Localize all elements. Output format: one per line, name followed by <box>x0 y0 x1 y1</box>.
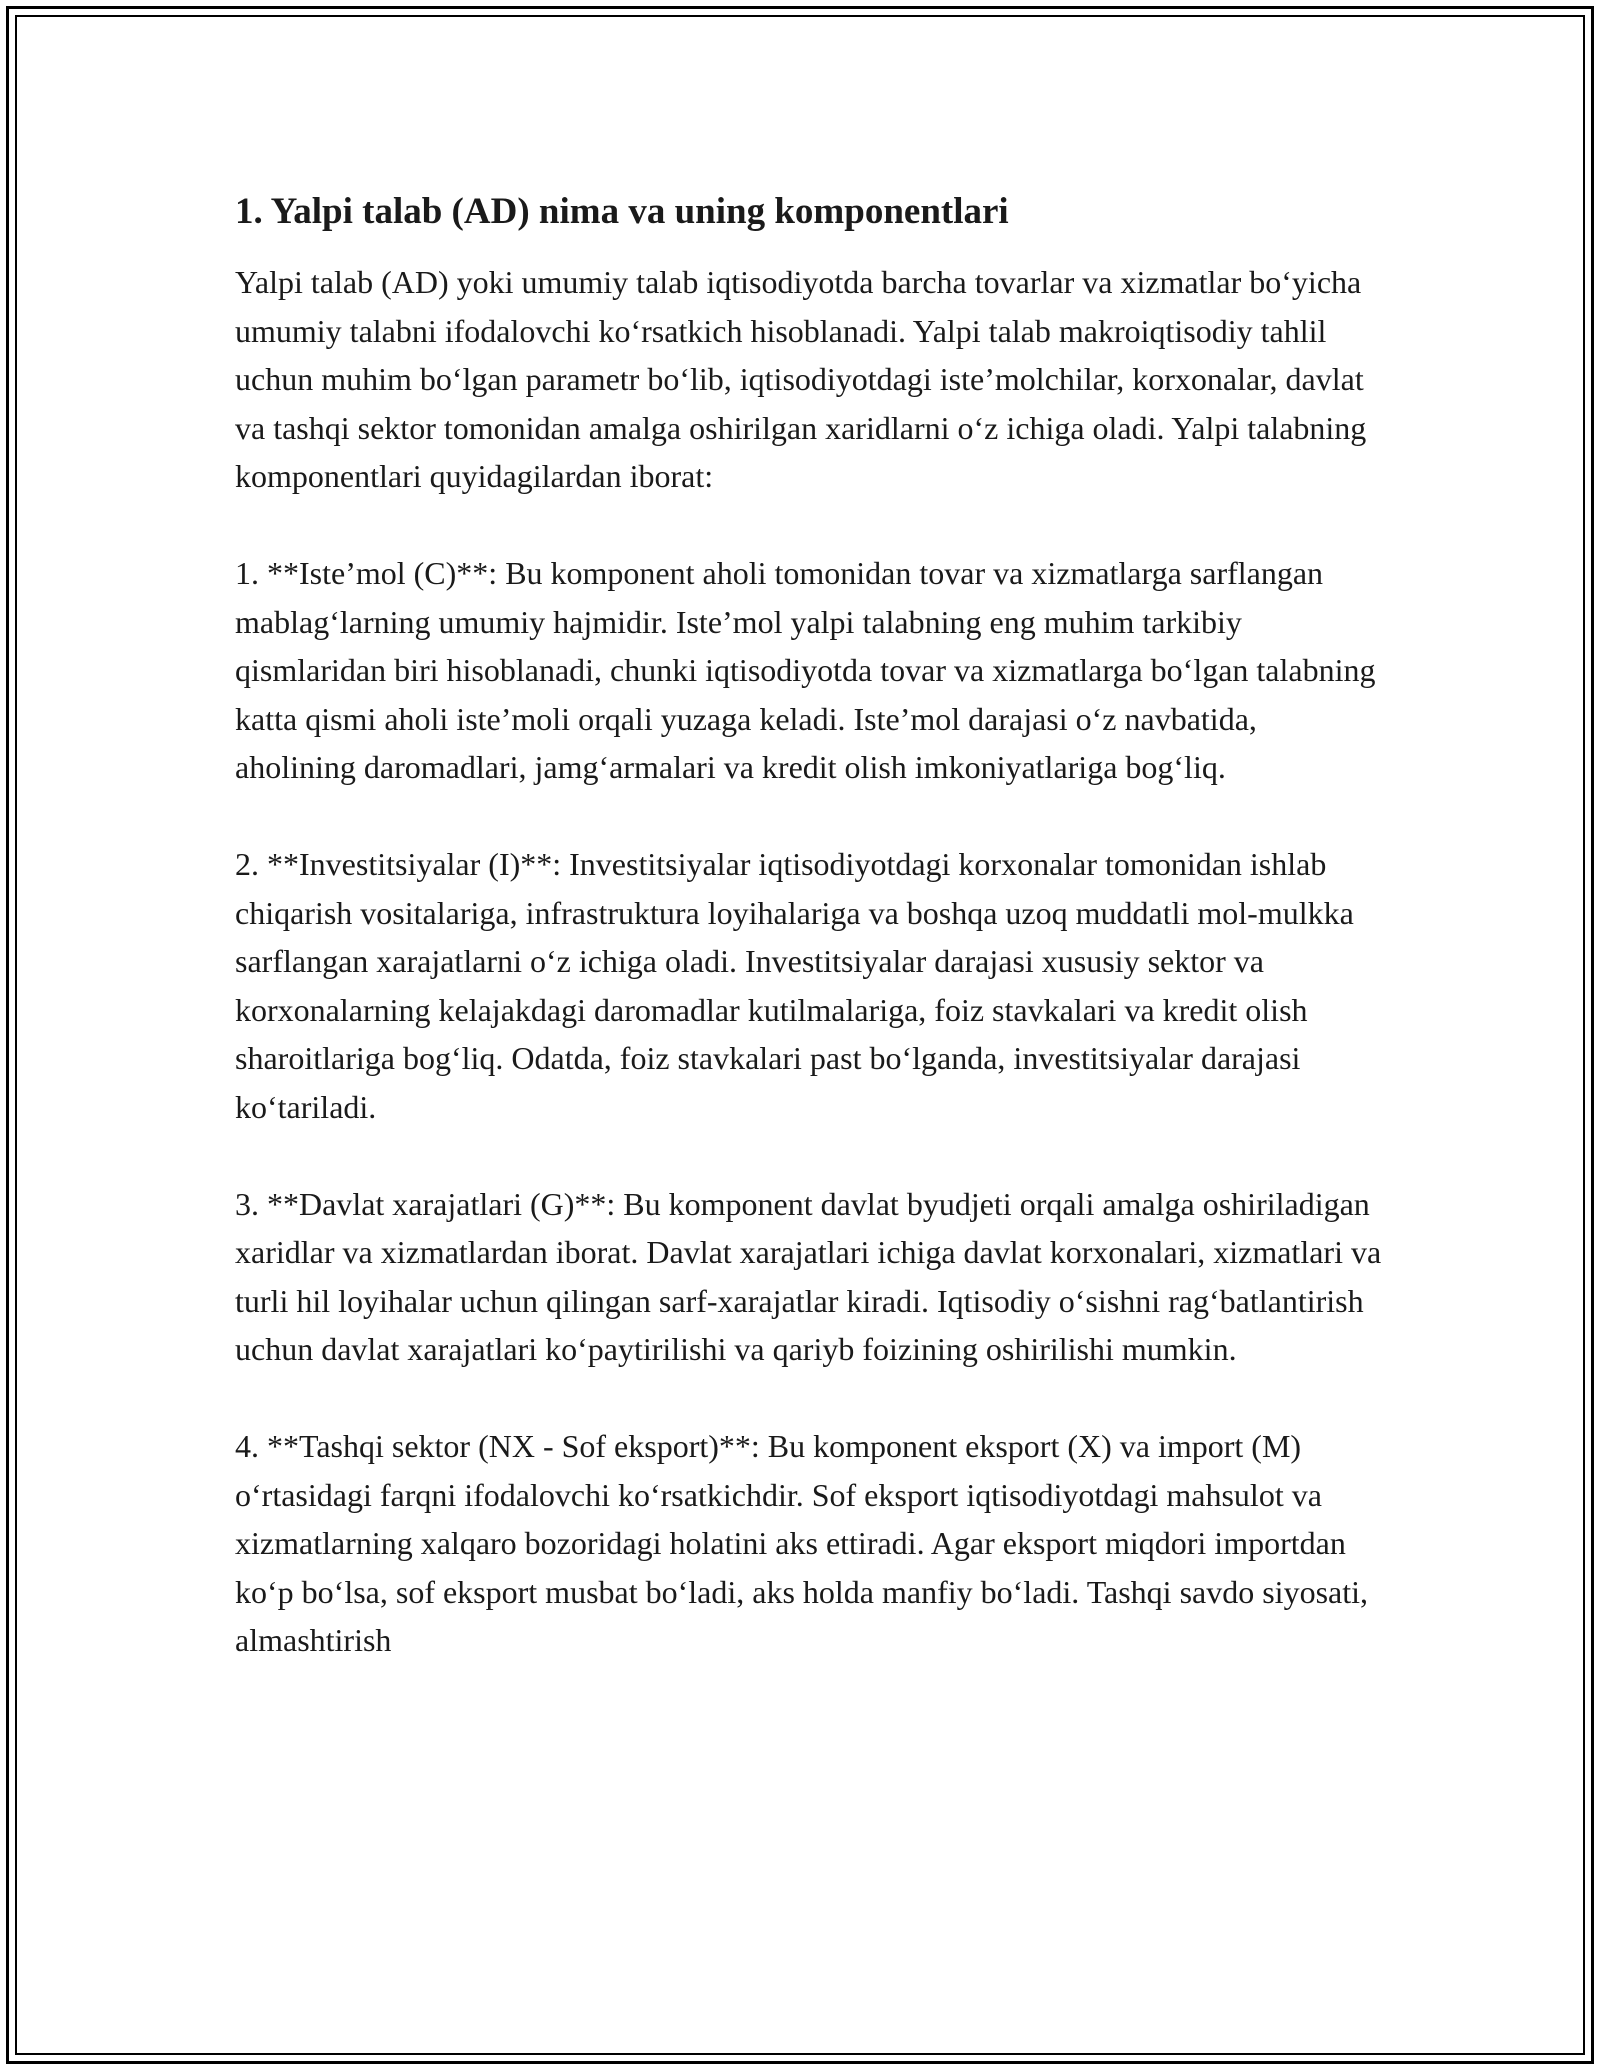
paragraph-net-exports: 4. **Tashqi sektor (NX - Sof eksport)**: Bu komponent eksport (X) va import (M) o‘rtasidagi farqni ifodalovchi ko‘rsatkichdir. Sof eksport iqtisodiyotdagi mahsulot va xizmatlarning xalqaro bozoridagi holatini aks ettiradi. Agar eksport miqdori importdan ko‘p bo‘lsa, sof eksport musbat bo‘ladi, aks holda manfiy bo‘ladi. Tashqi savdo siyosati, almashtirish <box>235 1428 1368 1658</box>
paragraph-investment: 2. **Investitsiyalar (I)**: Investitsiyalar iqtisodiyotdagi korxonalar tomonidan ishlab chiqarish vositalariga, infrastruktura loyihalariga va boshqa uzoq muddatli mol-mulkka sarflangan xarajatlarni o‘z ichiga oladi. Investitsiyalar darajasi xususiy sektor va korxonalarning kelajakdagi daromadlar kutilmalariga, foiz stavkalari va kredit olish sharoitlariga bog‘liq. Odatda, foiz stavkalari past bo‘lganda, investitsiyalar darajasi ko‘tariladi. <box>235 846 1354 1125</box>
paragraph-government: 3. **Davlat xarajatlari (G)**: Bu komponent davlat byudjeti orqali amalga oshiriladigan xaridlar va xizmatlardan iborat. Davlat xarajatlari ichiga davlat korxonalari, xizmatlari va turli hil loyihalar uchun qilingan sarf-xarajatlar kiradi. Iqtisodiy o‘sishni rag‘batlantirish uchun davlat xarajatlari ko‘paytirilishi va qariyb foizining oshirilishi mumkin. <box>235 1185 1382 1367</box>
document-body <box>235 188 1385 1713</box>
section-heading: 1. Yalpi talab (AD) nima va uning komponentlari <box>235 191 1009 232</box>
paragraph-consumption: 1. **Iste’mol (C)**: Bu komponent aholi tomonidan tovar va xizmatlarga sarflangan mablag‘larning umumiy hajmidir. Iste’mol yalpi talabning eng muhim tarkibiy qismlaridan biri hisoblanadi, chunki iqtisodiyotda tovar va xizmatlarga bo‘lgan talabning katta qismi aholi iste’moli orqali yuzaga keladi. Iste’mol darajasi o‘z navbatida, aholining daromadlari, jamg‘armalari va kredit olish imkoniyatlariga bog‘liq. <box>235 555 1376 785</box>
intro-paragraph: Yalpi talab (AD) yoki umumiy talab iqtisodiyotda barcha tovarlar va xizmatlar bo‘yicha umumiy talabni ifodalovchi ko‘rsatkich hisoblanadi. Yalpi talab makroiqtisodiy tahlil uchun muhim bo‘lgan parametr bo‘lib, iqtisodiyotdagi iste’molchilar, korxonalar, davlat va tashqi sektor tomonidan amalga oshirilgan xaridlarni o‘z ichiga oladi. Yalpi talabning komponentlari quyidagilardan iborat: <box>235 264 1367 494</box>
